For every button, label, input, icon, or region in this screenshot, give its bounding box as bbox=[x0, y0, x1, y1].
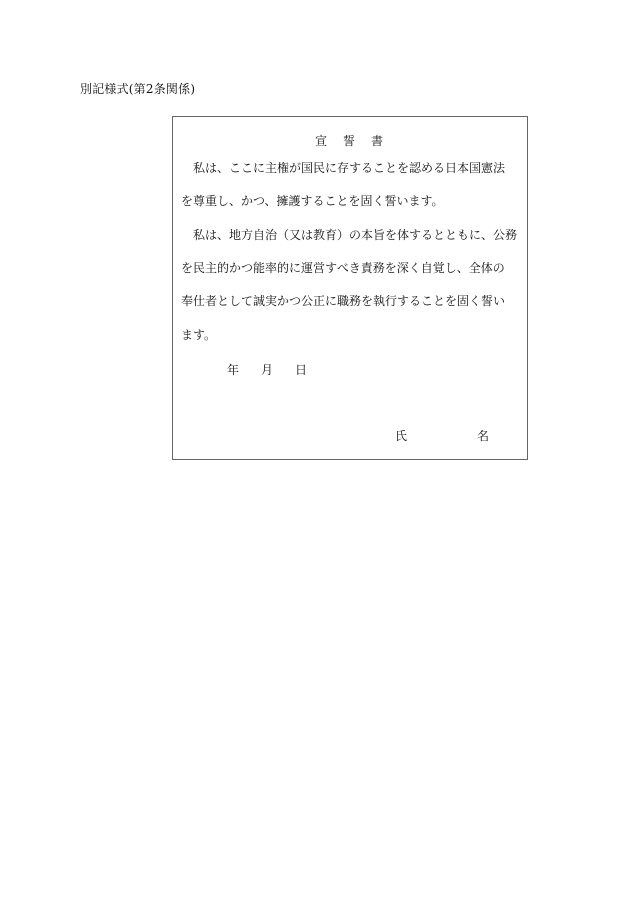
name-field bbox=[395, 427, 489, 444]
date-field bbox=[227, 361, 307, 378]
date-month-label: 月 bbox=[261, 363, 274, 377]
oath-form-box bbox=[172, 116, 528, 460]
oath-line-1: 私は、ここに主権が国民に存することを認める日本国憲法 bbox=[181, 161, 506, 175]
name-family-label: 氏 bbox=[395, 429, 408, 443]
name-given-label: 名 bbox=[477, 429, 490, 443]
oath-title: 宣 誓 書 bbox=[314, 134, 385, 148]
date-year-label: 年 bbox=[227, 363, 240, 377]
oath-line-6: ます。 bbox=[181, 328, 217, 342]
date-day-label: 日 bbox=[295, 363, 308, 377]
oath-line-3: 私は、地方自治（又は教育）の本旨を体するとともに、公務 bbox=[181, 228, 518, 242]
appendix-label: 別記様式(第2条関係) bbox=[80, 82, 196, 96]
oath-line-2: を尊重し、かつ、擁護することを固く誓います。 bbox=[181, 194, 444, 208]
oath-line-4: を民主的かつ能率的に運営すべき責務を深く自覚し、全体の bbox=[181, 261, 505, 275]
oath-line-5: 奉仕者として誠実かつ公正に職務を執行することを固く誓い bbox=[181, 294, 506, 308]
